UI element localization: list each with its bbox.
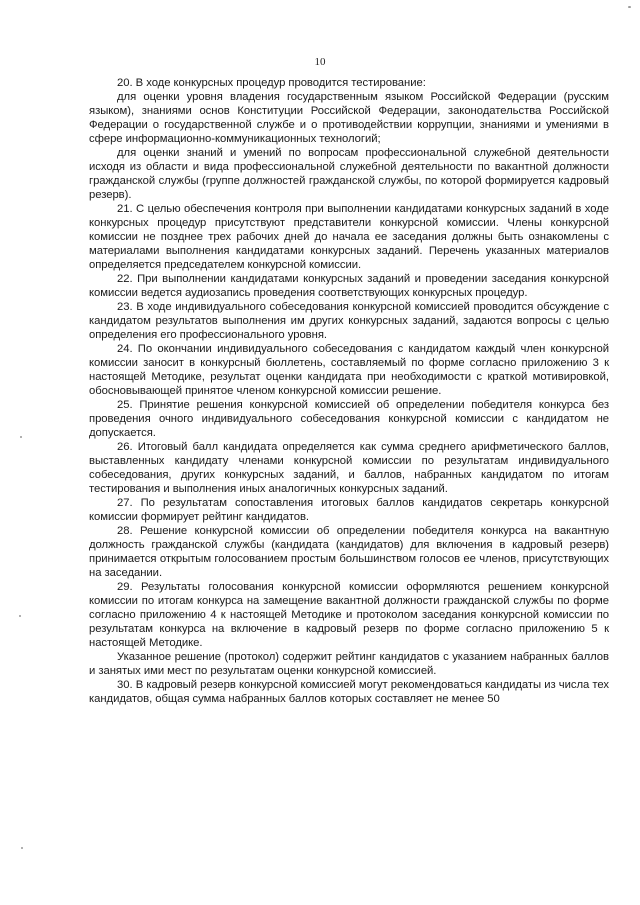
paragraph-28: 28. Решение конкурсной комиссии об определении победителя конкурса на вакантную должность гражданской службы (кандидата (кандидатов) для включения в кадровый резерв) принимается открытым голосованием простым большинством голосов ее членов, присутствующих на заседании. xyxy=(89,525,609,579)
paragraph-21: 21. С целью обеспечения контроля при выполнении кандидатами конкурсных заданий в ходе конкурсных процедур присутствуют представители конкурсной комиссии. Члены конкурсной комиссии не позднее трех рабочих дней до начала ее заседания должны быть ознакомлены с материалами выполнения кандидатами конкурсных заданий. Перечень указанных материалов определяется председателем конкурсной комиссии. xyxy=(89,203,609,271)
paragraph-20: 20. В ходе конкурсных процедур проводится тестирование: xyxy=(117,77,426,89)
paragraph-26: 26. Итоговый балл кандидата определяется как сумма среднего арифметического баллов, выставленных кандидату членами конкурсной комиссии по результатам индивидуального собеседования, других конкурсных заданий, и баллов, набранных кандидатом по итогам тестирования и выполнения иных аналогичных конкурсных заданий. xyxy=(89,441,609,495)
paragraph-20-item-2: для оценки знаний и умений по вопросам профессиональной служебной деятельности исходя из области и вида профессиональной служебной деятельности по вакантной должности гражданской службы (группе должностей гражданской службы, по которой формируется кадровый резерв). xyxy=(89,147,609,201)
scan-speck xyxy=(19,615,21,617)
paragraph-23: 23. В ходе индивидуального собеседования конкурсной комиссией проводится обсуждение с кандидатом результатов выполнения им других конкурсных заданий, задаются вопросы с целью определения его профессионального уровня. xyxy=(89,301,609,341)
document-body xyxy=(89,76,609,706)
paragraph-22: 22. При выполнении кандидатами конкурсных заданий и проведении заседания конкурсной комиссии ведется аудиозапись проведения соответствующих конкурсных процедур. xyxy=(89,273,609,299)
scan-speck xyxy=(20,436,22,438)
paragraph-25: 25. Принятие решения конкурсной комиссией об определении победителя конкурса без проведения очного индивидуального собеседования конкурсной комиссии с кандидатом не допускается. xyxy=(89,399,609,439)
scan-speck xyxy=(628,6,631,8)
paragraph-30: 30. В кадровый резерв конкурсной комиссией могут рекомендоваться кандидаты из числа тех кандидатов, общая сумма набранных баллов которых составляет не менее 50 xyxy=(89,679,609,705)
paragraph-24: 24. По окончании индивидуального собеседования с кандидатом каждый член конкурсной комиссии заносит в конкурсный бюллетень, составляемый по форме согласно приложению 3 к настоящей Методике, результат оценки кандидата при необходимости с краткой мотивировкой, обосновывающей принятое членом конкурсной комиссии решение. xyxy=(89,343,609,397)
scan-speck xyxy=(21,847,23,849)
paragraph-20-item-1: для оценки уровня владения государственным языком Российской Федерации (русским языком), знаниями основ Конституции Российской Федерации, законодательства Российской Федерации о государственной службе и о противодействии коррупции, знаниями и умениями в сфере информационно-коммуникационных технологий; xyxy=(89,91,609,145)
paragraph-29-continuation: Указанное решение (протокол) содержит рейтинг кандидатов с указанием набранных баллов и занятых ими мест по результатам оценки конкурсной комиссией. xyxy=(89,651,609,677)
paragraph-29: 29. Результаты голосования конкурсной комиссии оформляются решением конкурсной комиссии по итогам конкурса на замещение вакантной должности гражданской службы по форме согласно приложению 4 к настоящей Методике и протоколом заседания конкурсной комиссии по результатам конкурса на включение в кадровый резерв по форме согласно приложению 5 к настоящей Методике. xyxy=(89,581,609,649)
paragraph-27: 27. По результатам сопоставления итоговых баллов кандидатов секретарь конкурсной комиссии формирует рейтинг кандидатов. xyxy=(89,497,609,523)
page-number: 10 xyxy=(314,56,326,68)
